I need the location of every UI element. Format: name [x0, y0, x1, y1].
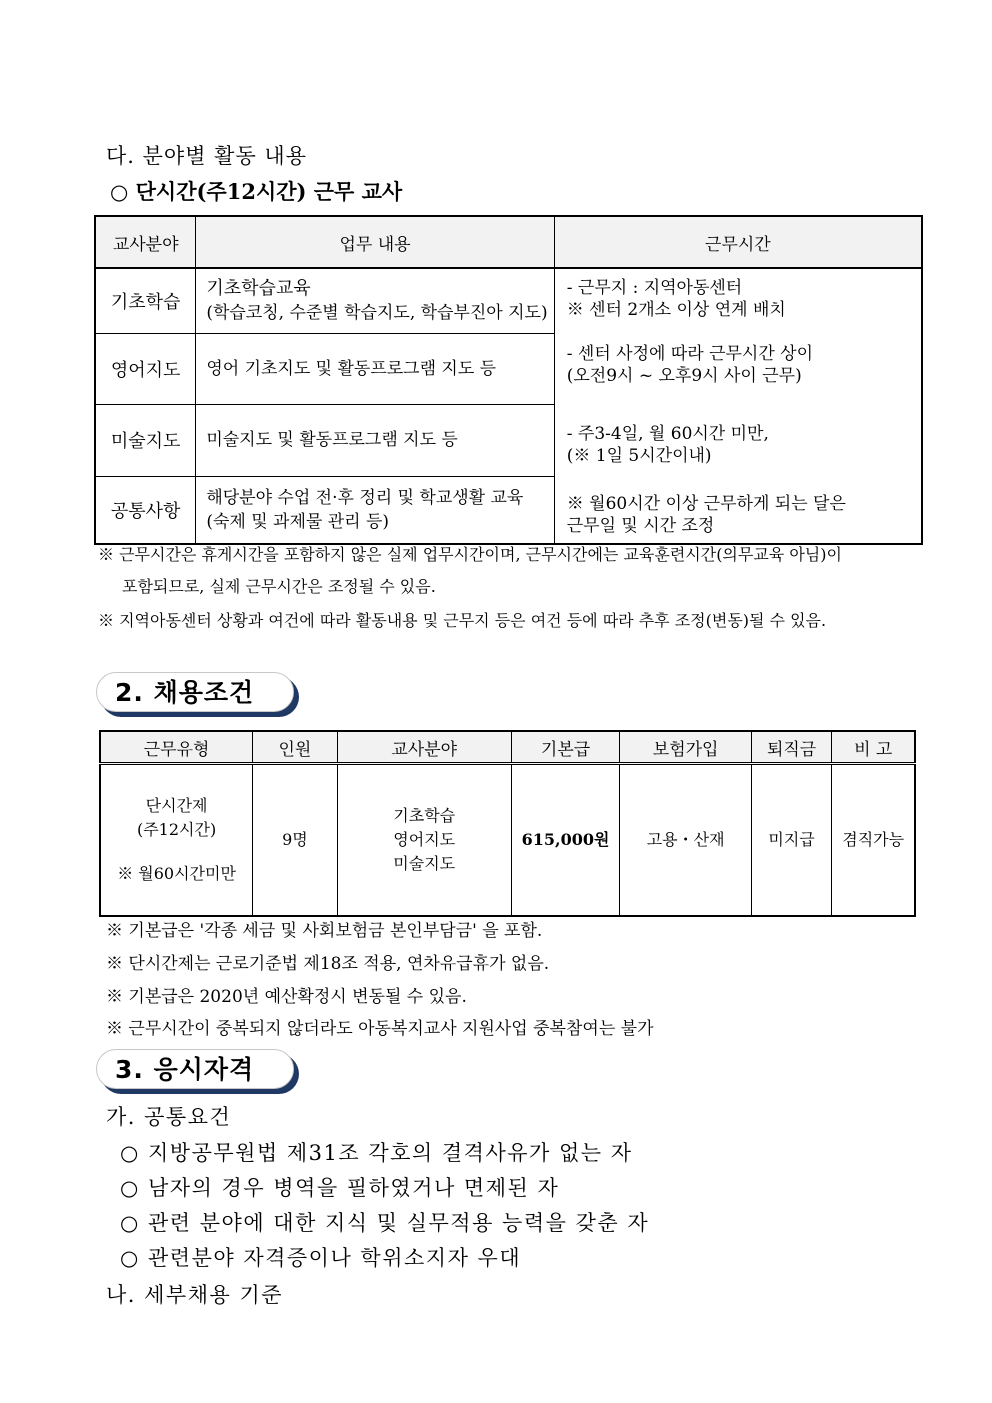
header-type: 근무유형	[100, 731, 253, 764]
section-c-subtitle: 다. 분야별 활동 내용	[106, 144, 307, 168]
header-count: 인원	[253, 731, 338, 764]
note2-line3: ※ 기본급은 2020년 예산확정시 변동될 수 있음.	[106, 987, 467, 1007]
cell-severance: 미지급	[751, 764, 832, 917]
note1-line2: 포함되므로, 실제 근무시간은 조정될 수 있음.	[122, 577, 436, 596]
header-duty: 업무 내용	[196, 216, 554, 268]
note2-line4: ※ 근무시간이 중복되지 않더라도 아동복지교사 지원사업 중복참여는 불가	[106, 1019, 654, 1039]
field-basic: 기초학습	[95, 268, 196, 333]
duty-art: 미술지도 및 활동프로그램 지도 등	[196, 404, 554, 476]
field-art: 미술지도	[95, 404, 196, 476]
section3-sub-a: 가. 공통요건	[106, 1105, 232, 1129]
note1-line1: ※ 근무시간은 휴게시간을 포함하지 않은 실제 업무시간이며, 근무시간에는 교육훈련시간(의무교육 아님)이	[98, 545, 842, 564]
cell-field: 기초학습 영어지도 미술지도	[337, 764, 511, 917]
requirement-item: ○ 관련 분야에 대한 지식 및 실무적용 능력을 갖춘 자	[120, 1211, 650, 1235]
header-field: 교사분야	[95, 216, 196, 268]
cell-insurance: 고용・산재	[620, 764, 751, 917]
cell-count: 9명	[253, 764, 338, 917]
duty-basic: 기초학습교육 (학습코칭, 수준별 학습지도, 학습부진아 지도)	[196, 268, 554, 333]
duty-english: 영어 기초지도 및 활동프로그램 지도 등	[196, 333, 554, 404]
note1-line3: ※ 지역아동센터 상황과 여건에 따라 활동내용 및 근무지 등은 여건 등에 따라 추후 조정(변동)될 수 있음.	[98, 611, 827, 630]
activity-table	[94, 215, 923, 545]
section3-sub-b: 나. 세부채용 기준	[106, 1283, 284, 1307]
cell-remark: 겸직가능	[832, 764, 915, 917]
header-insurance: 보험가입	[620, 731, 751, 764]
section2-title: 2. 채용조건	[96, 672, 294, 712]
header-remark: 비 고	[832, 731, 915, 764]
cell-salary: 615,000원	[511, 764, 620, 917]
requirement-item: ○ 관련분야 자격증이나 학위소지자 우대	[120, 1246, 522, 1270]
note2-line2: ※ 단시간제는 근로기준법 제18조 적용, 연차유급휴가 없음.	[106, 954, 550, 974]
duty-common: 해당분야 수업 전·후 정리 및 학교생활 교육 (숙제 및 과제물 관리 등)	[196, 476, 554, 544]
header-severance: 퇴직금	[751, 731, 832, 764]
section3-title: 3. 응시자격	[96, 1049, 294, 1089]
header-salary: 기본급	[511, 731, 620, 764]
field-common: 공통사항	[95, 476, 196, 544]
requirement-item: ○ 지방공무원법 제31조 각호의 결격사유가 없는 자	[120, 1141, 633, 1165]
note2-line1: ※ 기본급은 '각종 세금 및 사회보험금 본인부담금' 을 포함.	[106, 921, 543, 941]
section-c-bullet: ○ 단시간(주12시간) 근무 교사	[110, 179, 403, 204]
work-time-cell: - 근무지 : 지역아동센터 ※ 센터 2개소 이상 연계 배치 - 센터 사정에 따라 근무시간 상이 (오전9시 ~ 오후9시 사이 근무) - 주3-4일, 월 60시간 미만, (※ 1일 5시간이내) ※ 월60시간 이상 근무하게 되는 달은 근무일 및 시간 조정	[554, 268, 922, 544]
field-english: 영어지도	[95, 333, 196, 404]
employment-table	[99, 730, 916, 917]
requirement-item: ○ 남자의 경우 병역을 필하였거나 면제된 자	[120, 1176, 560, 1200]
header-time: 근무시간	[554, 216, 922, 268]
cell-type: 단시간제 (주12시간) ※ 월60시간미만	[100, 764, 253, 917]
header-field: 교사분야	[337, 731, 511, 764]
